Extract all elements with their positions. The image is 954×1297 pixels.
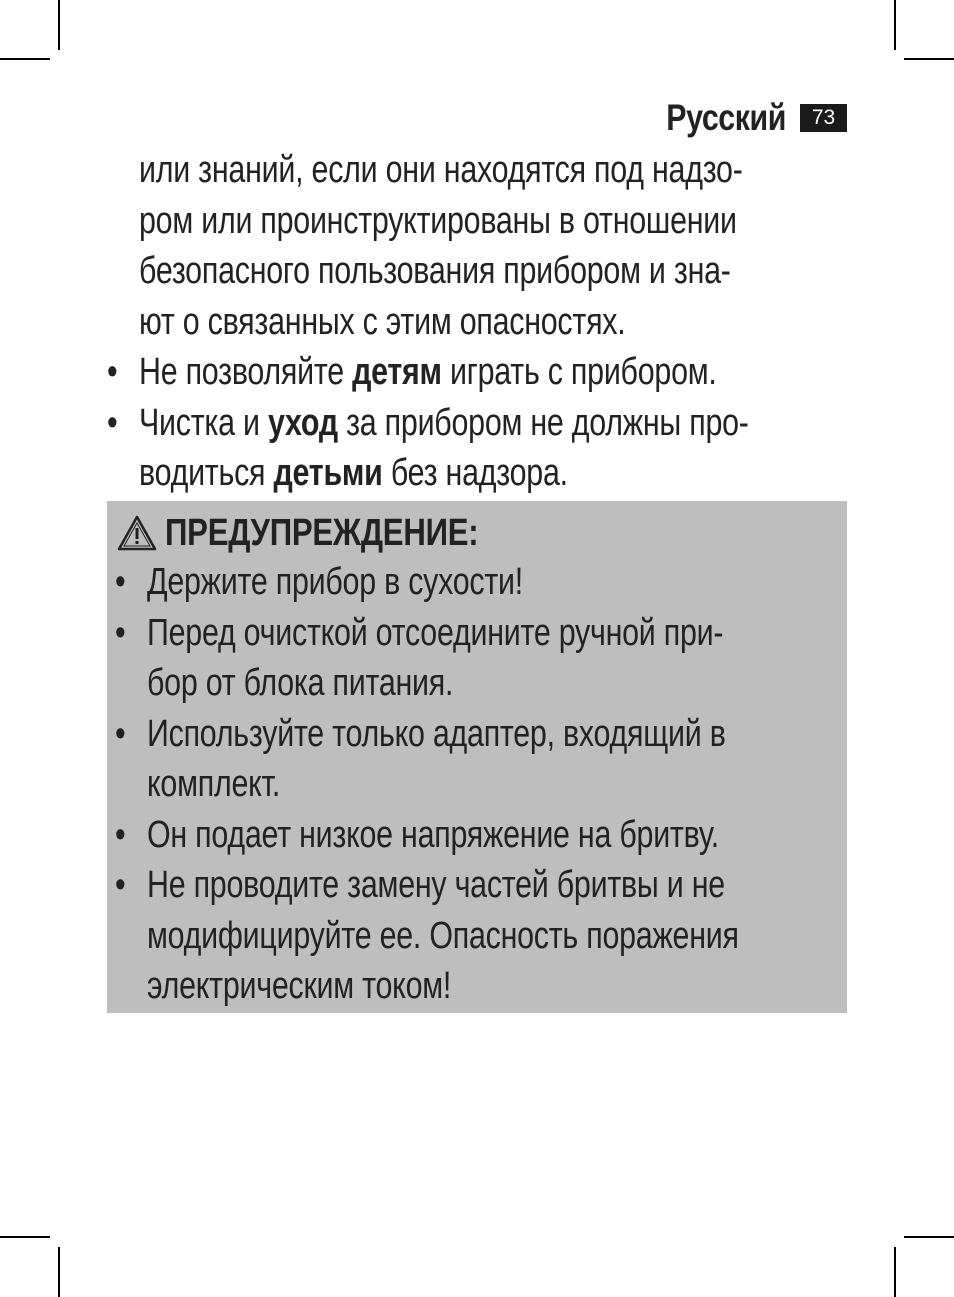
emphasis: уход (267, 401, 338, 444)
bullet: • (115, 712, 126, 755)
list-item: • Держите прибор в сухости! (115, 557, 723, 608)
text-line: электрическим током! (147, 965, 452, 1007)
page-number: 73 (800, 104, 847, 132)
text-line: или знаний, если они находятся под надзо- (139, 149, 743, 191)
bullet: • (115, 611, 126, 654)
crop-mark (58, 0, 60, 50)
text-line: комплект. (147, 763, 281, 805)
bullet: • (115, 864, 126, 906)
crop-mark (904, 1236, 954, 1238)
bullet: • (115, 561, 126, 603)
crop-mark (0, 58, 50, 60)
bullet: • (115, 813, 126, 856)
text-line: бор от блока питания. (147, 662, 454, 704)
list-item: • Он подает низкое напряжение на бритву. (115, 810, 723, 861)
crop-mark (894, 0, 896, 50)
warning-title: ПРЕДУПРЕЖДЕНИЕ: (165, 511, 479, 554)
list-item: • Чистка и уход за прибором не должны про- (107, 398, 715, 449)
warning-box (107, 501, 847, 1013)
crop-mark (0, 1236, 50, 1238)
page-header (640, 96, 847, 140)
crop-mark (58, 1247, 60, 1297)
warning-list (115, 557, 875, 1012)
emphasis: детьми (273, 452, 383, 494)
list-item: • Не позволяйте детям играть с прибором. (107, 347, 715, 398)
list-item: • Используйте только адаптер, входящий в (115, 709, 723, 760)
list-item: • Не проводите замену частей бритвы и не (115, 860, 723, 911)
bullet: • (107, 351, 118, 393)
main-text (107, 145, 867, 499)
warning-triangle-icon (117, 514, 157, 552)
warning-heading (117, 508, 547, 558)
text-line: безопасного пользования прибором и зна- (139, 250, 731, 292)
bullet: • (107, 401, 118, 444)
crop-mark (894, 1247, 896, 1297)
language-label: Русский (666, 97, 786, 138)
text-line: ром или проинструктированы в отношении (139, 199, 737, 242)
crop-mark (904, 58, 954, 60)
text-line: ют о связанных с этим опасностях. (139, 300, 626, 343)
list-item: • Перед очисткой отсоедините ручной при- (115, 608, 723, 659)
emphasis: детям (352, 351, 442, 393)
text-line: модифицируйте ее. Опасность поражения (147, 914, 739, 957)
text-line: водиться детьми без надзора. (139, 452, 568, 494)
